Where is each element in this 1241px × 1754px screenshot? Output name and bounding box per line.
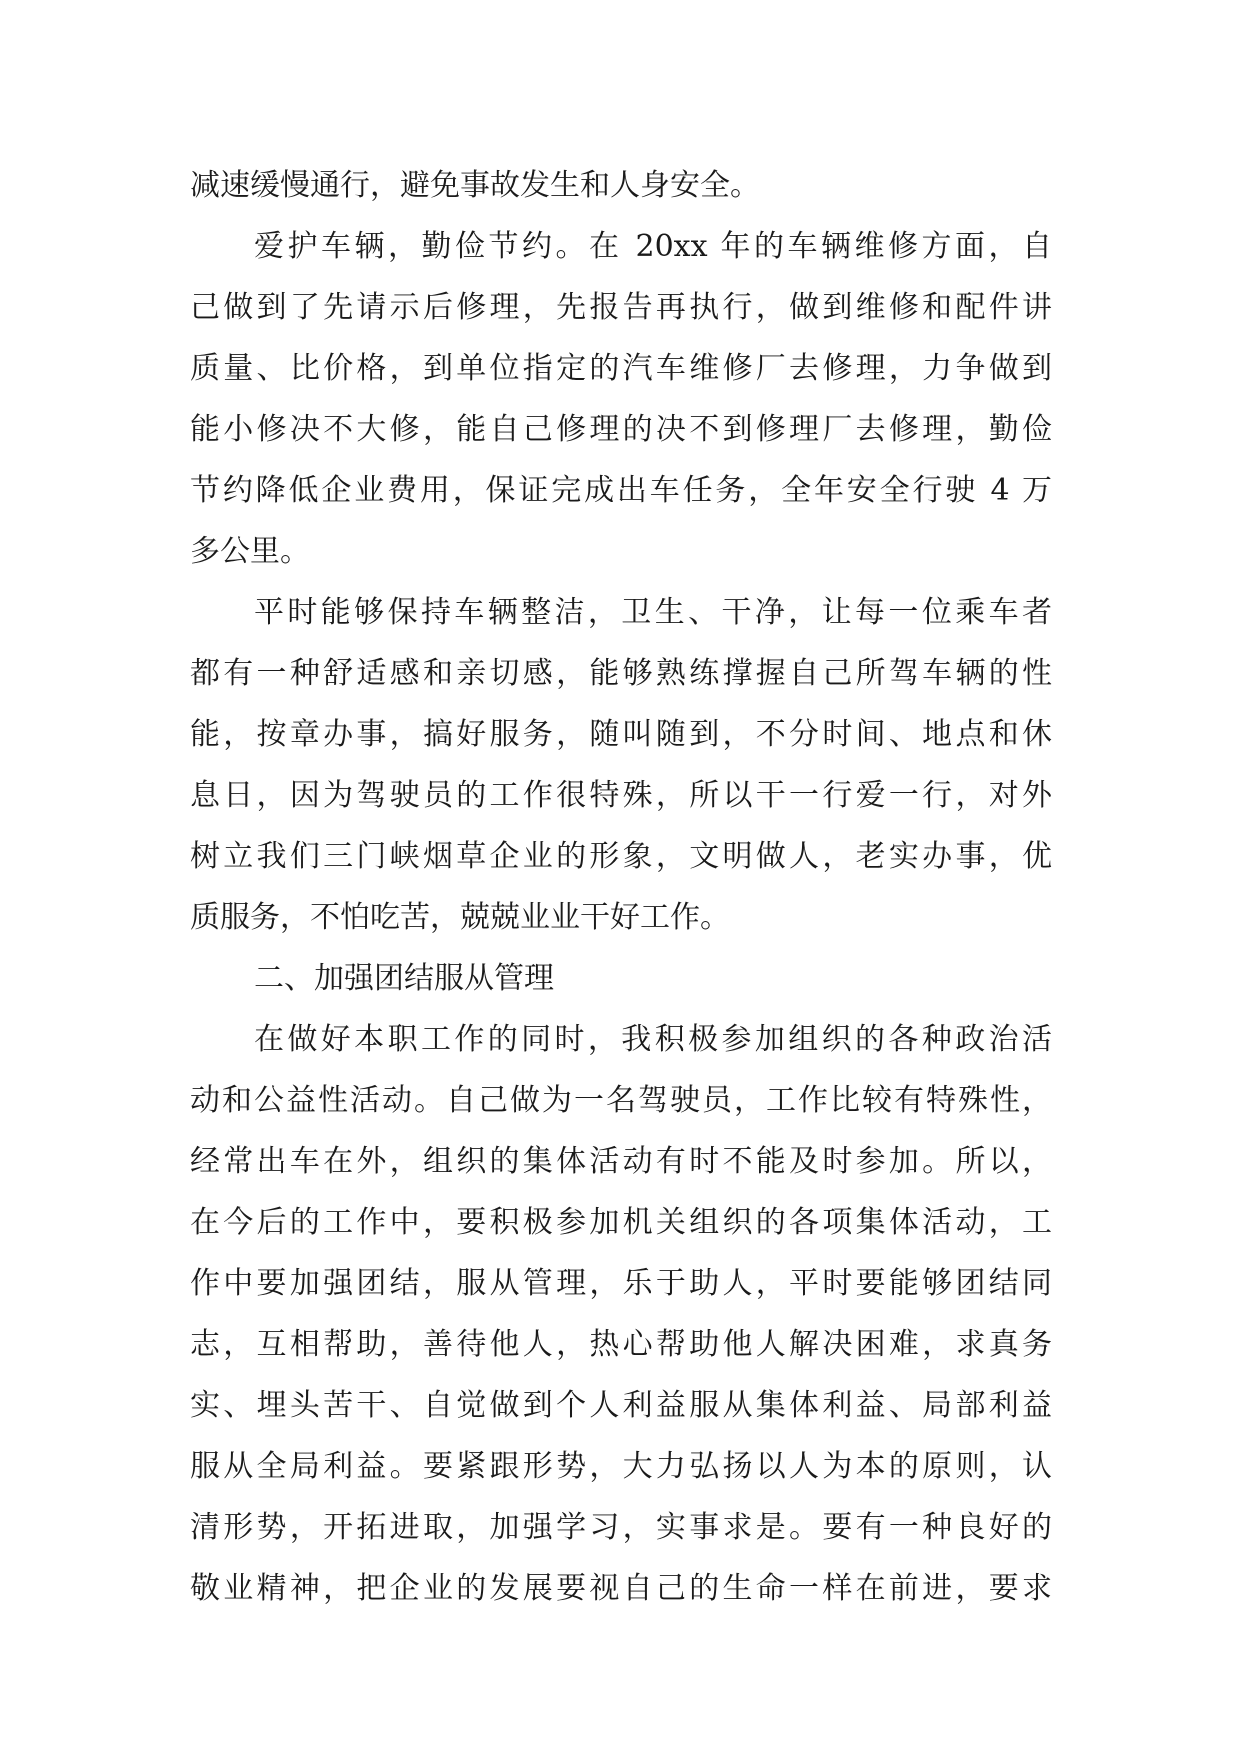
text-line: 在今后的工作中，要积极参加机关组织的各项集体活动，工 [190,1205,1052,1240]
text-line: 经常出车在外，组织的集体活动有时不能及时参加。所以， [190,1144,1052,1179]
paragraph-first-line: 平时能够保持车辆整洁，卫生、干净，让每一位乘车者 [254,595,1052,630]
text-line: 都有一种舒适感和亲切感，能够熟练撑握自己所驾车辆的性 [190,656,1052,691]
text-line: 节约降低企业费用，保证完成出车任务，全年安全行驶 4 万 [190,473,1052,508]
text-line: 多公里。 [190,534,310,569]
text-line: 敬业精神，把企业的发展要视自己的生命一样在前进，要求 [190,1571,1052,1606]
paragraph-first-line: 在做好本职工作的同时，我积极参加组织的各种政治活 [254,1022,1052,1057]
paragraph-first-line: 爱护车辆，勤俭节约。在 20xx 年的车辆维修方面，自 [254,229,1052,264]
text-line: 服从全局利益。要紧跟形势，大力弘扬以人为本的原则，认 [190,1449,1052,1484]
text-line: 动和公益性活动。自己做为一名驾驶员，工作比较有特殊性， [190,1083,1052,1118]
text-line: 实、埋头苦干、自觉做到个人利益服从集体利益、局部利益 [190,1388,1052,1423]
section-heading: 二、加强团结服从管理 [254,961,554,996]
text-line: 己做到了先请示后修理，先报告再执行，做到维修和配件讲 [190,290,1052,325]
text-line: 能小修决不大修，能自己修理的决不到修理厂去修理，勤俭 [190,412,1052,447]
text-line: 作中要加强团结，服从管理，乐于助人，平时要能够团结同 [190,1266,1052,1301]
text-line: 息日，因为驾驶员的工作很特殊，所以干一行爱一行，对外 [190,778,1052,813]
text-line: 志，互相帮助，善待他人，热心帮助他人解决困难，求真务 [190,1327,1052,1362]
text-line: 树立我们三门峡烟草企业的形象，文明做人，老实办事，优 [190,839,1052,874]
text-line: 能，按章办事，搞好服务，随叫随到，不分时间、地点和休 [190,717,1052,752]
document-body [190,155,1052,1619]
text-line: 减速缓慢通行，避免事故发生和人身安全。 [190,168,760,203]
text-line: 清形势，开拓进取，加强学习，实事求是。要有一种良好的 [190,1510,1052,1545]
text-line: 质服务，不怕吃苦，兢兢业业干好工作。 [190,900,730,935]
text-line: 质量、比价格，到单位指定的汽车维修厂去修理，力争做到 [190,351,1052,386]
